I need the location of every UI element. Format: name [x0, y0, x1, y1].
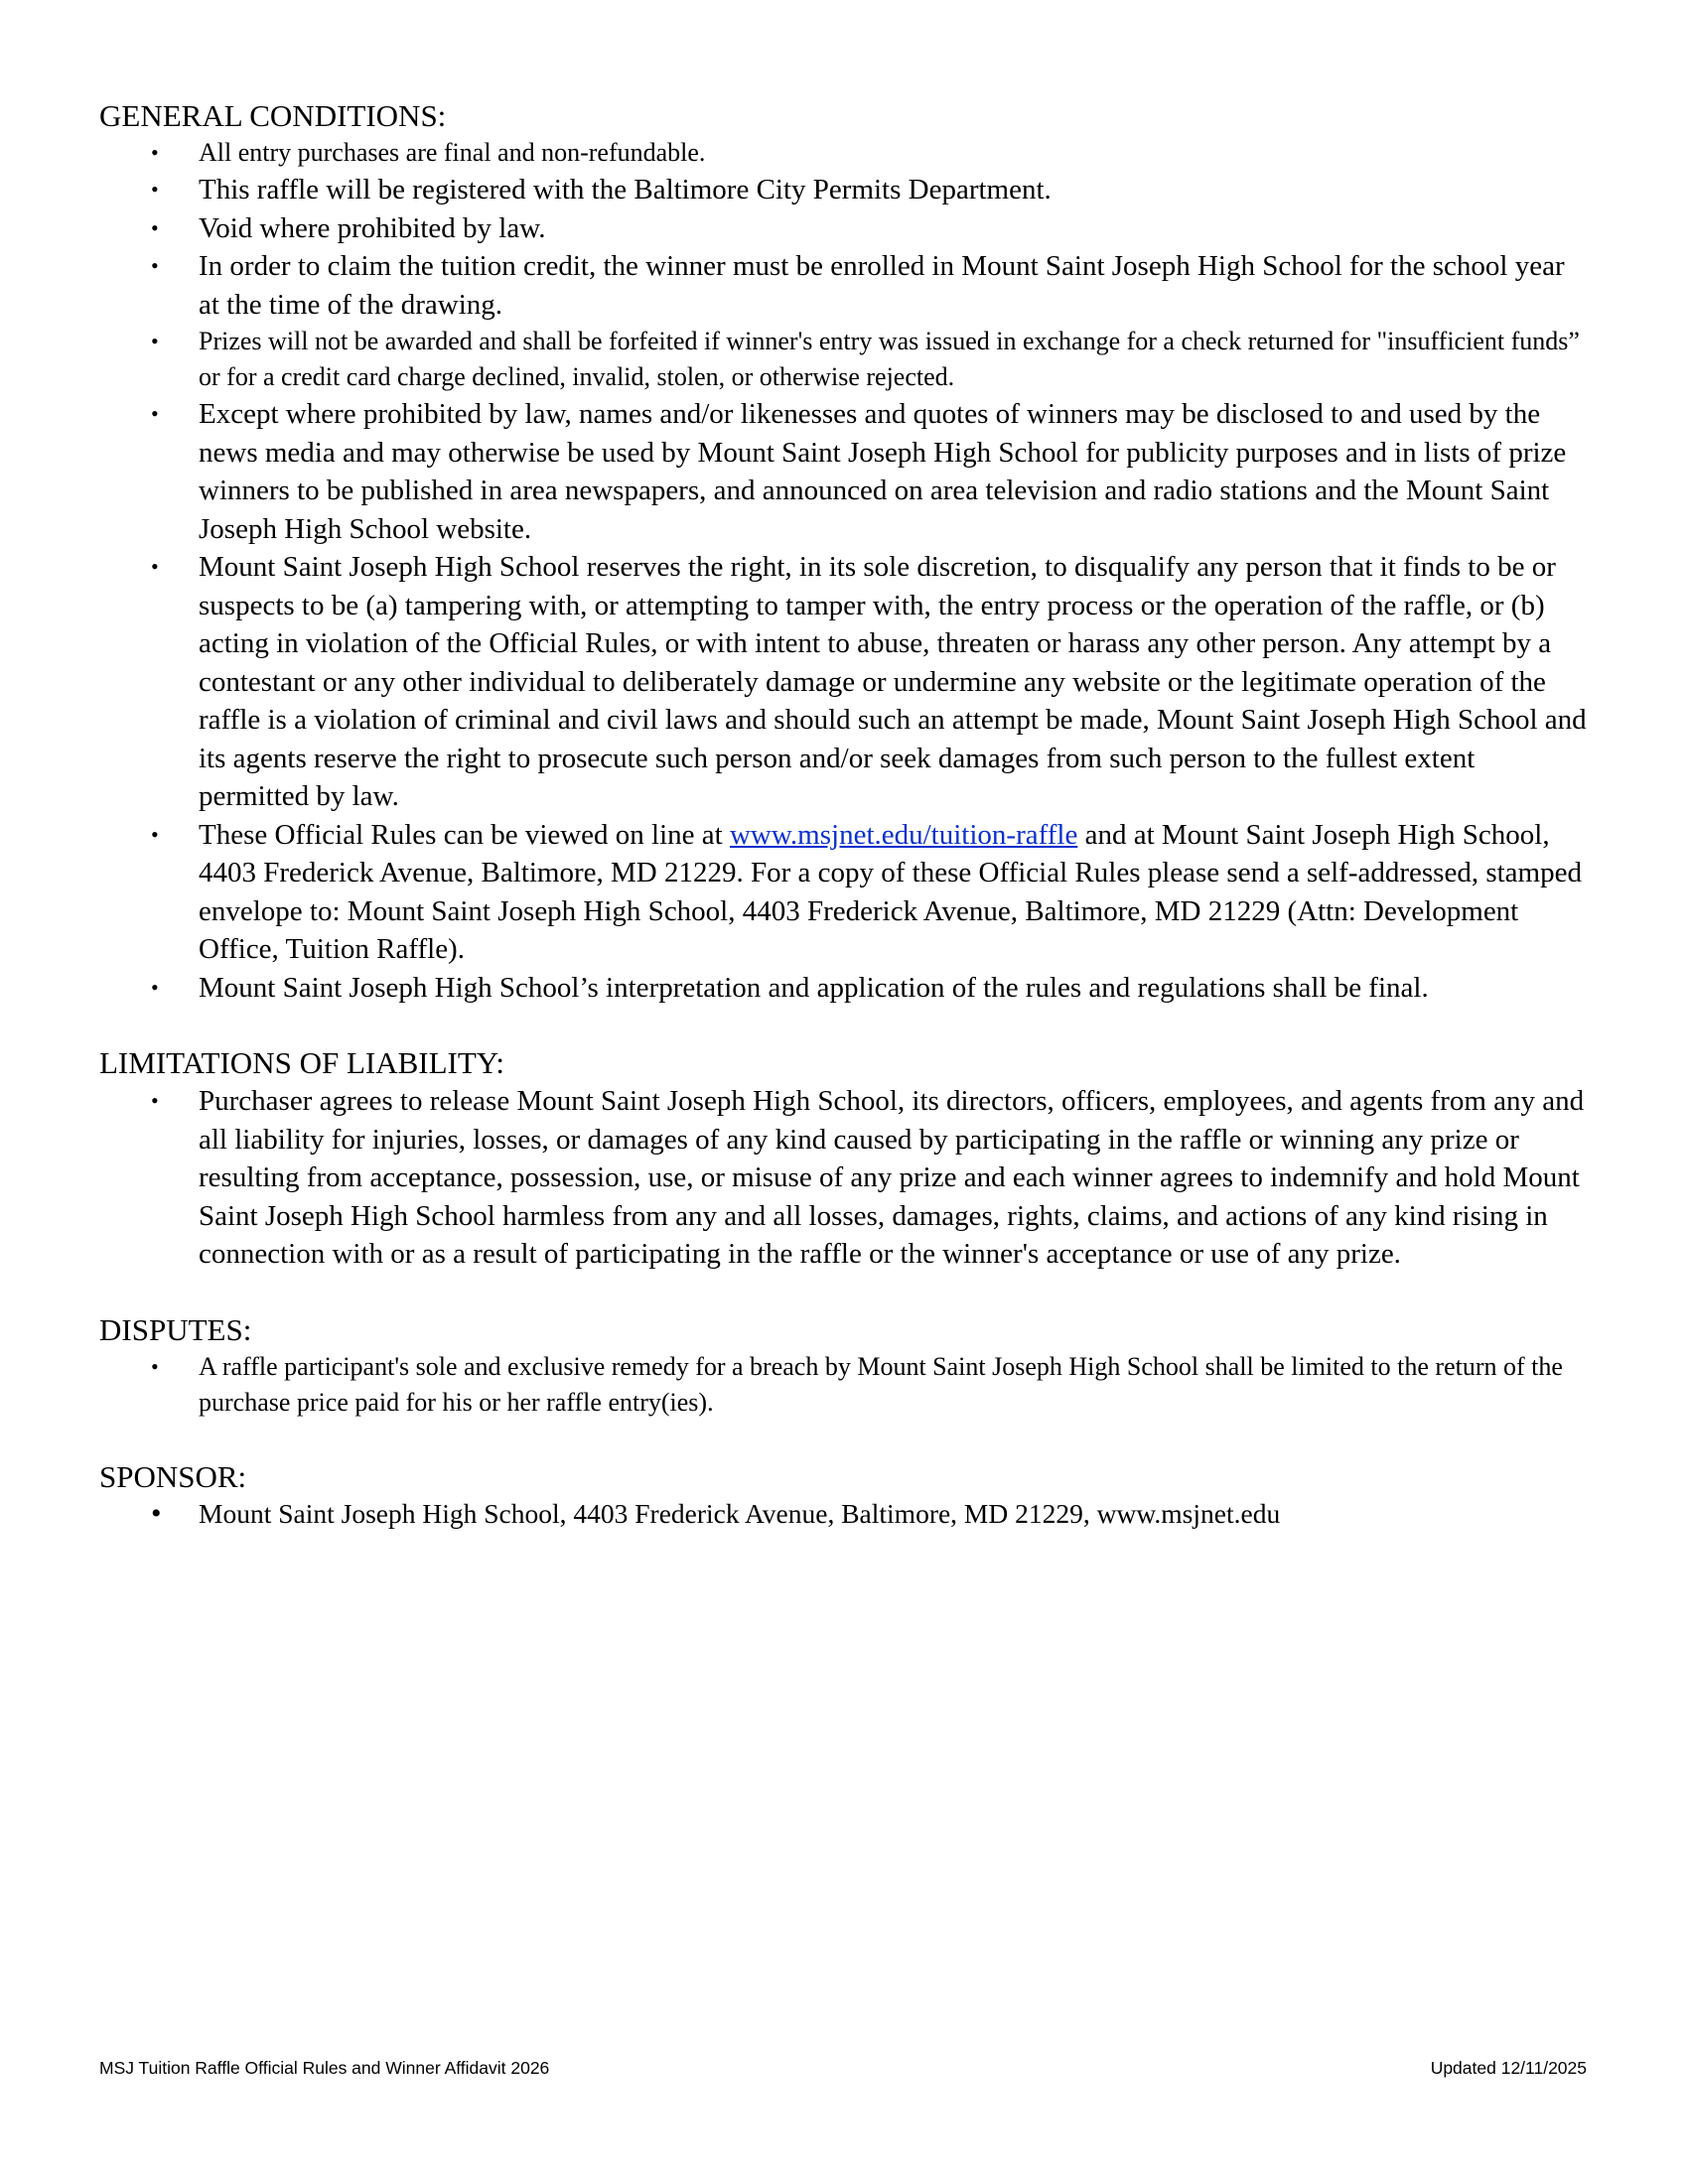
list-item [99, 548, 1589, 816]
bullet-icon: • [151, 214, 159, 240]
general-conditions-section [99, 97, 1589, 1007]
list-item [99, 969, 1589, 1008]
list-item [99, 1082, 1589, 1274]
list-item [99, 135, 1589, 171]
general-conditions-heading: GENERAL CONDITIONS: [99, 98, 447, 133]
footer-updated-date: Updated 12/11/2025 [1430, 2058, 1587, 2078]
list-item-text: Mount Saint Joseph High School, 4403 Frederick Avenue, Baltimore, MD 21229, www.msjnet.edu [199, 1497, 1281, 1529]
list-item-text: Mount Saint Joseph High School reserves the right, in its sole discretion, to disqualify any person that it finds to be or suspects to be (a) tampering with, or attempting to tamper with, the entry process or the operation of the raffle, or (b) acting in violation of the Official Rules, or with intent to abuse, threaten or harass any other person. Any attempt by a contestant or any other individual to deliberately damage or undermine any website or the legitimate operation of the raffle is a violation of criminal and civil laws and should such an attempt be made, Mount Saint Joseph High School and its agents reserve the right to prosecute such person and/or seek damages from such person to the fullest extent permitted by law. [199, 551, 1587, 812]
general-conditions-list [99, 135, 1589, 1007]
list-item [99, 247, 1589, 324]
liability-section [99, 1044, 1589, 1274]
sponsor-heading: SPONSOR: [99, 1458, 247, 1494]
list-item-text: In order to claim the tuition credit, the winner must be enrolled in Mount Saint Joseph High School for the school year at the time of the drawing. [199, 250, 1565, 321]
list-item [99, 1496, 1589, 1532]
bullet-icon: • [151, 253, 159, 278]
rules-text-suffix: and at Mount Saint Joseph High School, 4403 Frederick Avenue, Baltimore, MD 21229. For a copy of these Official Rules please send a self-addressed, stamped envelope to: Mount Saint Joseph High School, 4403 Frederick Avenue, Baltimore, MD 21229 (Attn: Development Office, Tuition Raffle). [199, 818, 1582, 965]
disputes-list [99, 1349, 1589, 1421]
list-item-text: Except where prohibited by law, names and/or likenesses and quotes of winners may be disclosed to and used by the news media and may otherwise be used by Mount Saint Joseph High School for publicity purposes and in lists of prize winners to be published in area newspapers, and announced on area television and radio stations and the Mount Saint Joseph High School website. [199, 398, 1567, 545]
list-item [99, 209, 1589, 248]
bullet-icon: • [151, 140, 159, 165]
list-item-text: Void where prohibited by law. [199, 211, 546, 244]
disputes-section [99, 1311, 1589, 1421]
sponsor-section [99, 1458, 1589, 1532]
bullet-icon: • [151, 1088, 159, 1113]
bullet-icon: • [151, 821, 159, 847]
list-item [99, 1349, 1589, 1421]
list-item-text: Mount Saint Joseph High School’s interpretation and application of the rules and regulations shall be final. [199, 971, 1429, 1004]
list-item-text: All entry purchases are final and non-refundable. [199, 138, 706, 167]
disputes-heading: DISPUTES: [99, 1311, 252, 1347]
tuition-raffle-link[interactable]: www.msjnet.edu/tuition-raffle [729, 818, 1078, 851]
list-item-text: This raffle will be registered with the Baltimore City Permits Department. [199, 174, 1052, 205]
list-item [99, 324, 1589, 395]
list-item-text: Prizes will not be awarded and shall be forfeited if winner's entry was issued in exchange for a check returned for "insufficient funds” or for a credit card charge declined, invalid, stolen, or otherwise rejected. [199, 327, 1580, 391]
rules-text-prefix: These Official Rules can be viewed on line at [199, 818, 730, 851]
liability-list [99, 1082, 1589, 1274]
list-item-text: Purchaser agrees to release Mount Saint Joseph High School, its directors, officers, employees, and agents from any and all liability for injuries, losses, or damages of any kind caused by participating in the raffle or winning any prize or resulting from acceptance, possession, use, or misuse of any prize and each winner agrees to indemnify and hold Mount Saint Joseph High School harmless from any and all losses, damages, rights, claims, and actions of any kind rising in connection with or as a result of participating in the raffle or the winner's acceptance or use of any prize. [199, 1085, 1585, 1270]
bullet-icon: • [151, 329, 159, 353]
list-item [99, 171, 1589, 209]
bullet-icon: • [151, 401, 159, 426]
sponsor-list [99, 1496, 1589, 1532]
list-item-text: A raffle participant's sole and exclusive remedy for a breach by Mount Saint Joseph High School shall be limited to the return of the purchase price paid for his or her raffle entry(ies). [199, 1351, 1563, 1417]
bullet-icon: • [151, 177, 159, 202]
footer-document-title: MSJ Tuition Raffle Official Rules and Winner Affidavit 2026 [99, 2058, 550, 2078]
document-body [99, 97, 1589, 1570]
list-item-text [199, 819, 1582, 966]
list-item [99, 395, 1589, 548]
bullet-icon: • [151, 554, 159, 579]
bullet-icon: • [151, 974, 159, 1000]
liability-heading: LIMITATIONS OF LIABILITY: [99, 1045, 504, 1080]
bullet-icon: • [151, 1496, 162, 1530]
bullet-icon: • [151, 1353, 159, 1379]
list-item [99, 816, 1589, 969]
